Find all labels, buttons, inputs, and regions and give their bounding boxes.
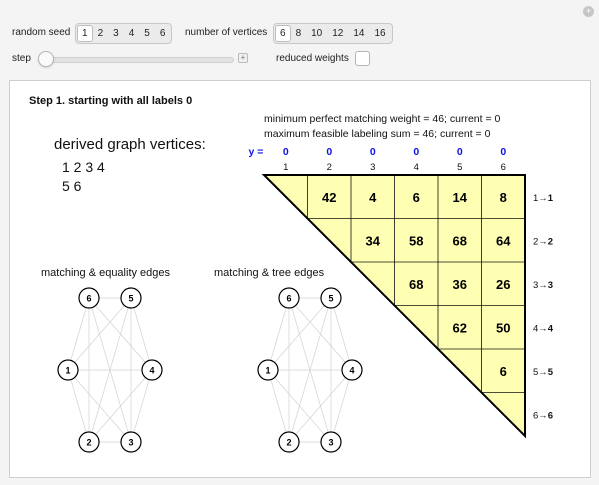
y-value: 0 <box>456 146 463 158</box>
vertices-option-12[interactable]: 12 <box>332 28 344 39</box>
matrix-cell-value: 36 <box>452 276 467 292</box>
tree-graph-edge <box>331 298 352 370</box>
matrix-cell-value: 6 <box>412 189 420 205</box>
matrix-cell-value: 14 <box>452 189 467 205</box>
equality-graph-vertex-label: 4 <box>149 365 155 376</box>
matrix-cell-value: 34 <box>365 233 380 249</box>
y-value: 0 <box>500 146 507 158</box>
derived-vertices-line1: 1 2 3 4 <box>62 159 105 175</box>
vertices-option-16[interactable]: 16 <box>374 28 386 39</box>
matrix-cell-value: 50 <box>496 320 511 336</box>
matrix-cell-value: 6 <box>499 363 507 379</box>
number-of-vertices-selector[interactable] <box>273 23 393 44</box>
column-index: 2 <box>326 162 332 173</box>
tree-graph-vertex-label: 5 <box>328 293 334 304</box>
matrix-cell-value: 64 <box>496 233 511 249</box>
y-label: y = <box>248 146 264 158</box>
random-seed-option-6[interactable]: 6 <box>159 28 166 39</box>
tree-graph-vertex-label: 6 <box>286 293 292 304</box>
matrix-cell-value: 26 <box>496 276 511 292</box>
matrix-cell-value: 58 <box>409 233 424 249</box>
equality-graph-vertex-label: 3 <box>128 437 134 448</box>
equality-graph-edge <box>131 370 152 442</box>
matrix-cell-value: 68 <box>452 233 467 249</box>
vertices-option-14[interactable]: 14 <box>353 28 365 39</box>
equality-graph-edge <box>89 298 152 370</box>
random-seed-label: random seed <box>12 27 71 38</box>
row-label: 4→4 <box>533 323 554 335</box>
random-seed-option-2[interactable]: 2 <box>97 28 104 39</box>
step-expand-icon[interactable]: + <box>238 53 248 63</box>
column-index: 1 <box>283 162 289 173</box>
derived-graph-title: derived graph vertices: <box>54 136 206 153</box>
column-index: 5 <box>457 162 463 173</box>
matching-tree-title: matching & tree edges <box>214 267 325 279</box>
equality-graph-vertex-label: 5 <box>128 293 134 304</box>
random-seed-selector[interactable] <box>75 23 172 44</box>
random-seed-option-1[interactable]: 1 <box>77 25 93 42</box>
tree-graph-vertex-label: 3 <box>328 437 334 448</box>
row-label: 5→5 <box>533 366 554 378</box>
tree-graph-edge <box>331 370 352 442</box>
column-index: 6 <box>500 162 506 173</box>
matrix-cell-value: 4 <box>369 189 377 205</box>
max-labeling-text: maximum feasible labeling sum = 46; current = 0 <box>264 128 491 140</box>
step-title: Step 1. starting with all labels 0 <box>29 95 193 107</box>
min-matching-text: minimum perfect matching weight = 46; current = 0 <box>264 113 501 125</box>
tree-graph-edge <box>268 370 289 442</box>
tree-graph-edge <box>268 298 289 370</box>
column-index: 4 <box>413 162 419 173</box>
equality-graph-edge <box>131 298 152 370</box>
random-seed-option-3[interactable]: 3 <box>113 28 119 39</box>
vertices-option-8[interactable]: 8 <box>295 28 302 39</box>
matrix-cell-value: 68 <box>409 276 424 292</box>
y-value: 0 <box>413 146 420 158</box>
equality-graph-vertex-label: 6 <box>86 293 92 304</box>
tree-graph-edge <box>289 298 352 370</box>
step-slider-thumb[interactable] <box>38 51 54 67</box>
row-label: 1→1 <box>533 192 554 204</box>
vertices-option-6[interactable]: 6 <box>275 25 291 42</box>
y-value: 0 <box>326 146 333 158</box>
tree-graph-vertex-label: 4 <box>349 365 355 376</box>
random-seed-option-5[interactable]: 5 <box>144 28 150 39</box>
output-panel <box>9 80 591 478</box>
column-index: 3 <box>370 162 376 173</box>
reduced-weights-checkbox[interactable] <box>355 51 370 66</box>
equality-graph-vertex-label: 1 <box>65 365 71 376</box>
tree-graph-vertex-label: 2 <box>286 437 292 448</box>
step-slider-track[interactable] <box>44 57 234 63</box>
step-label: step <box>12 53 31 64</box>
matrix-cell-value: 8 <box>499 189 507 205</box>
y-value: 0 <box>369 146 376 158</box>
number-of-vertices-label: number of vertices <box>185 27 268 38</box>
row-label: 3→3 <box>533 279 554 291</box>
y-value: 0 <box>282 146 289 158</box>
row-label: 6→6 <box>533 410 554 422</box>
derived-vertices-line2: 5 6 <box>62 178 82 194</box>
equality-graph-vertex-label: 2 <box>86 437 92 448</box>
equality-graph-edge <box>68 370 89 442</box>
hungarian-diagram <box>10 81 590 477</box>
settings-plus-icon[interactable]: + <box>583 6 594 17</box>
matrix-cell-value: 42 <box>322 189 337 205</box>
equality-graph-edge <box>68 298 89 370</box>
random-seed-option-4[interactable]: 4 <box>128 28 135 39</box>
reduced-weights-label: reduced weights <box>276 53 349 64</box>
row-label: 2→2 <box>533 236 554 248</box>
matrix-cell-value: 62 <box>452 320 467 336</box>
matching-equality-title: matching & equality edges <box>41 267 171 279</box>
vertices-option-10[interactable]: 10 <box>311 28 323 39</box>
tree-graph-vertex-label: 1 <box>265 365 271 376</box>
